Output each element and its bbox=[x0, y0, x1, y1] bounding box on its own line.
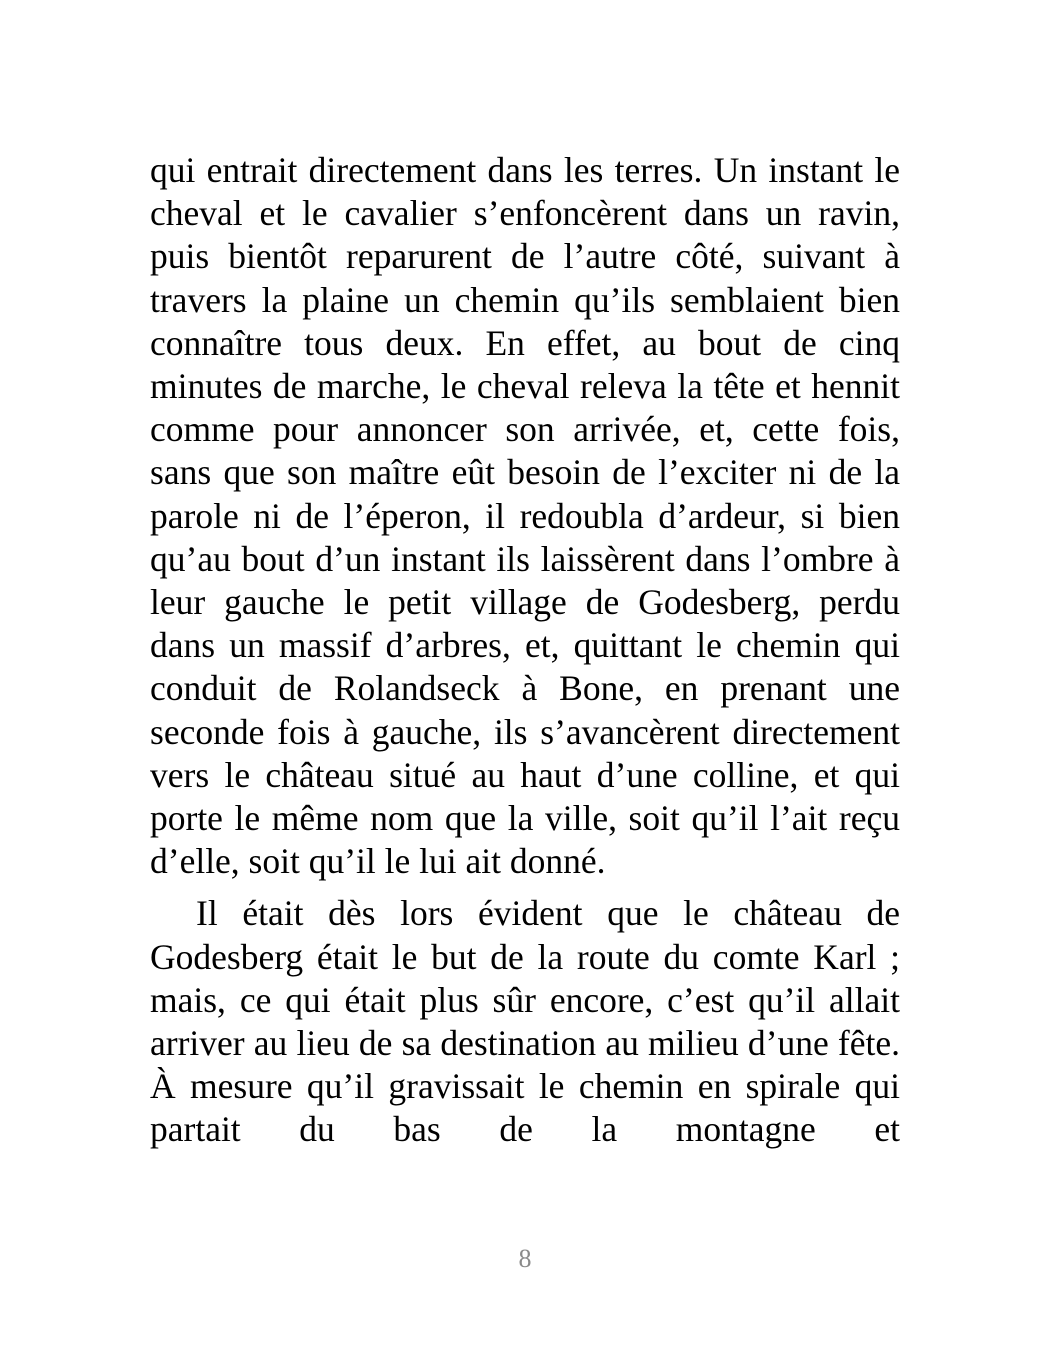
paragraph-2: Il était dès lors évident que le château de Godesberg était le but de la route du comte Karl ; mais, ce qui était plus sûr encore, c’est qu’il allait arriver au lieu de sa destination au milieu d’une fête. À mesure qu’il gravissait le chemin en spirale qui partait du bas de la montagne et bbox=[150, 893, 900, 1150]
page-body-text bbox=[150, 149, 900, 1152]
paragraph-1: qui entrait directement dans les terres. Un instant le cheval et le cavalier s’enfoncèrent dans un ravin, puis bientôt reparurent de l’autre côté, suivant à travers la plaine un chemin qu’ils semblaient bien connaître tous deux. En effet, au bout de cinq minutes de marche, le cheval releva la tête et hennit comme pour annoncer son arrivée, et, cette fois, sans que son maître eût besoin de l’exciter ni de la parole ni de l’éperon, il redoubla d’ardeur, si bien qu’au bout d’un instant ils laissèrent dans l’ombre à leur gauche le petit village de Godesberg, perdu dans un massif d’arbres, et, quittant le chemin qui conduit de Rolandseck à Bone, en prenant une seconde fois à gauche, ils s’avancèrent directement vers le château situé au haut d’une colline, et qui porte le même nom que la ville, soit qu’il l’ait reçu d’elle, soit qu’il le lui ait donné. bbox=[150, 150, 900, 882]
page-number: 8 bbox=[518, 1244, 532, 1273]
